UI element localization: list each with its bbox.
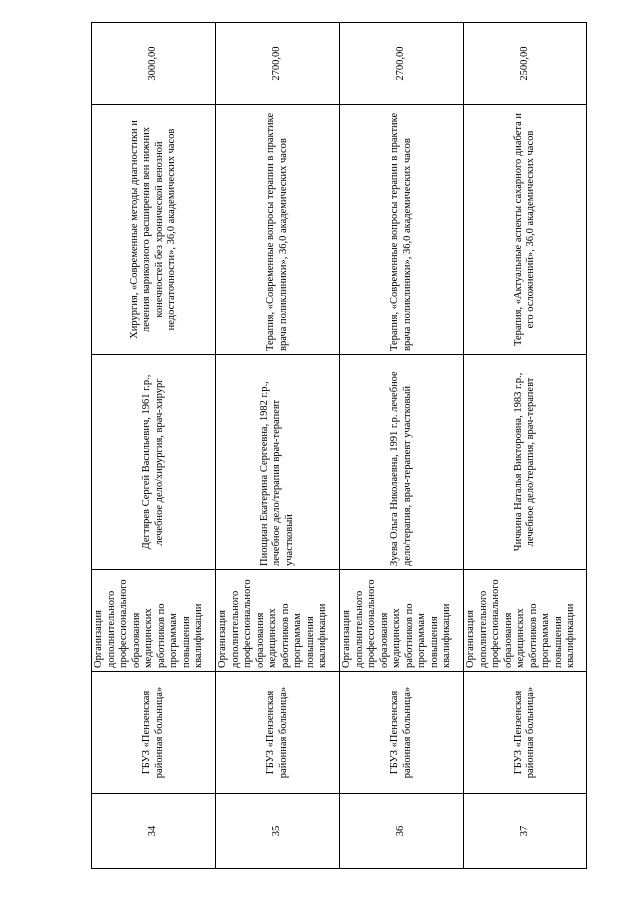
course-cell: Терапия, «Актуальные аспекты сахарного диабета и его осложнений», 36,0 академических часов [464,105,587,355]
person-cell: Дегтярев Сергей Васильевич, 1961 г.р., лечебное дело/хирургия, врач-хирург [92,355,216,570]
organization-cell: ГБУЗ «Пензенская районная больница» [340,672,464,794]
program-cell: Организация дополнительного профессионального образования медицинских работников по программам повышения квалификации [216,570,340,672]
table-row [216,23,340,869]
organization-cell: ГБУЗ «Пензенская районная больница» [464,672,587,794]
row-number: 37 [464,794,587,869]
price-cell: 2700,00 [340,23,464,105]
course-cell: Хирургия, «Современные методы диагностики и лечения варикозного расширения вен нижних конечностей без хронической венозной недостаточности», 36,0 академических часов [92,105,216,355]
program-cell: Организация дополнительного профессионального образования медицинских работников по программам повышения квалификации [340,570,464,672]
row-number: 36 [340,794,464,869]
person-cell: Пиощиан Екатерина Сергеевна, 1982 г.р., лечебное дело/терапия врач-терапевт участковый [216,355,340,570]
program-cell: Организация дополнительного профессионального образования медицинских работников по программам повышения квалификации [464,570,587,672]
training-table [91,22,587,869]
organization-cell: ГБУЗ «Пензенская районная больница» [92,672,216,794]
table-row [464,23,587,869]
price-cell: 2500,00 [464,23,587,105]
row-number: 35 [216,794,340,869]
row-number: 34 [92,794,216,869]
price-cell: 2700,00 [216,23,340,105]
price-cell: 3000,00 [92,23,216,105]
table-row [92,23,216,869]
course-cell: Терапия, «Современные вопросы терапии в практике врача поликлиники», 36,0 академических часов [340,105,464,355]
person-cell: Зуева Ольга Николаевна, 1991 г.р. лечебное дело/терапия, врач-терапевт участковый [340,355,464,570]
person-cell: Чичкина Наталья Викторовна, 1983 г.р., лечебное дело/терапия, врач-терапевт [464,355,587,570]
rotated-table-page [91,23,586,869]
organization-cell: ГБУЗ «Пензенская районная больница» [216,672,340,794]
program-cell: Организация дополнительного профессионального образования медицинских работников по программам повышения квалификации [92,570,216,672]
course-cell: Терапия, «Современные вопросы терапии в практике врача поликлиники», 36,0 академических часов [216,105,340,355]
table-row [340,23,464,869]
